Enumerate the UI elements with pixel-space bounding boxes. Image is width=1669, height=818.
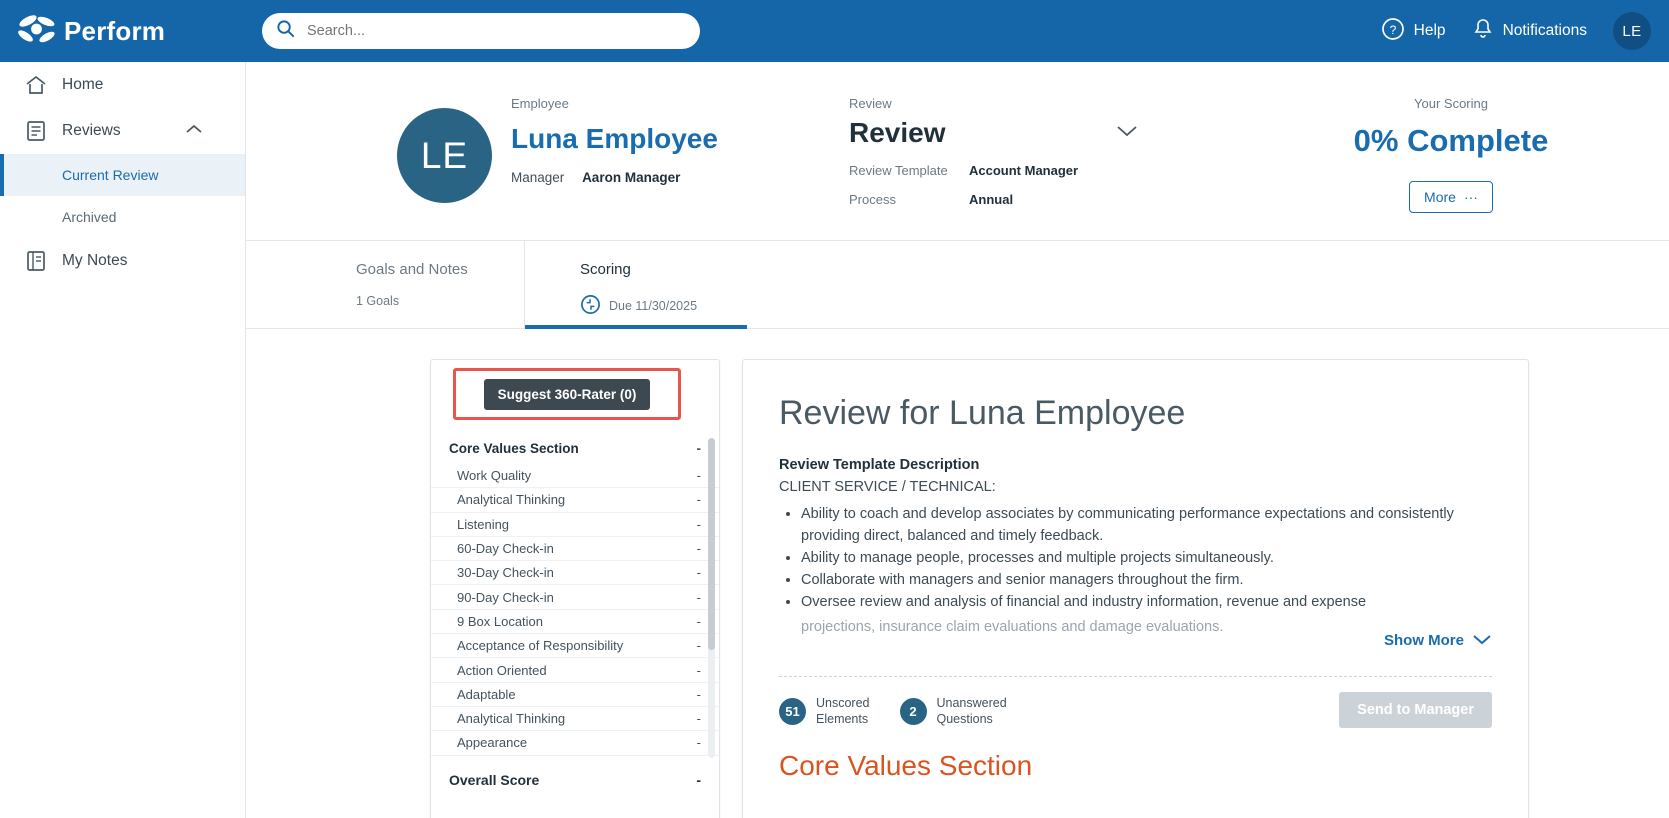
unanswered-label (937, 696, 1007, 727)
bell-icon (1472, 17, 1494, 46)
sidebar-item-label-reviews: Reviews (62, 122, 121, 139)
list-item-score: - (696, 589, 701, 605)
user-avatar[interactable]: LE (1613, 12, 1651, 50)
list-item[interactable] (431, 658, 719, 682)
brand[interactable] (0, 12, 262, 50)
list-item-score: - (696, 662, 701, 678)
more-button[interactable] (1409, 181, 1493, 213)
unanswered-questions-counter (900, 696, 1007, 727)
list-item[interactable] (431, 634, 719, 658)
outline-section-title: Core Values Section (449, 440, 579, 456)
process-value: Annual (969, 192, 1014, 207)
list-item-score: - (696, 686, 701, 702)
chevron-down-icon (1472, 632, 1492, 649)
unscored-label-line1: Unscored (816, 696, 870, 710)
outline-section-header[interactable] (431, 432, 719, 464)
suggest-360-rater-button[interactable]: Suggest 360-Rater (0) (484, 379, 651, 410)
sidebar-sub-label-current: Current Review (62, 167, 159, 183)
description-bullet: • Oversee review and analysis of financial and industry information, revenue and expense (801, 591, 1492, 613)
counters (779, 696, 1007, 727)
list-item-score: - (696, 735, 701, 751)
description-bullet: • Collaborate with managers and senior managers throughout the firm. (801, 569, 1492, 591)
sidebar-item-home[interactable] (0, 62, 245, 108)
description-bullet-cut: projections, insurance claim evaluations and damage evaluations. (801, 619, 1224, 636)
tab-scoring-sub (580, 294, 747, 318)
unanswered-count-badge: 2 (900, 698, 927, 725)
tab-goals-title: Goals and Notes (356, 261, 468, 278)
list-item-label: Listening (457, 516, 510, 532)
unanswered-label-line1: Unanswered (936, 696, 1007, 710)
list-item[interactable] (431, 537, 719, 561)
tab-goals-sub (356, 294, 524, 308)
list-item-label: Appearance (457, 735, 528, 751)
outline-section-score: - (696, 440, 701, 456)
employee-name: Luna Employee (511, 123, 718, 154)
list-item-score: - (696, 613, 701, 629)
list-item-score: - (696, 711, 701, 727)
more-dots-icon: ··· (1463, 189, 1478, 205)
review-info (849, 96, 1139, 207)
sidebar-subitems (0, 154, 245, 238)
help-icon (1381, 17, 1405, 46)
review-detail-card (742, 359, 1529, 818)
review-value: Review (849, 117, 946, 148)
home-icon (24, 73, 54, 97)
suggest-360-rater-highlight (453, 368, 681, 420)
list-item[interactable] (431, 707, 719, 731)
list-item-label: 60-Day Check-in (457, 541, 554, 557)
body-area (246, 329, 1669, 818)
list-item[interactable] (431, 513, 719, 537)
process-row (849, 192, 1139, 207)
notifications-label: Notifications (1502, 22, 1587, 39)
list-item-score: - (696, 468, 701, 484)
list-item[interactable] (431, 585, 719, 609)
list-item-label: 90-Day Check-in (457, 589, 554, 605)
help-label: Help (1413, 22, 1446, 39)
chevron-down-icon (1115, 124, 1139, 143)
list-item-label: Adaptable (457, 686, 516, 702)
list-item[interactable] (431, 561, 719, 585)
overall-score-row (431, 772, 719, 788)
send-to-manager-button[interactable]: Send to Manager (1339, 692, 1492, 728)
svg-text:?: ? (1389, 22, 1397, 37)
tab-scoring-sub-text: Due 11/30/2025 (609, 299, 698, 313)
sidebar-item-current-review[interactable] (0, 154, 245, 196)
description-bullet: • Ability to coach and develop associates by communicating performance expectations and consistently providing direct, balanced and timely feedback. (801, 503, 1492, 547)
scoring-percent: 0% Complete (1353, 123, 1549, 158)
page-title: Review for Luna Employee (779, 394, 1186, 432)
unanswered-label-line2: Questions (936, 711, 993, 726)
perform-logo-icon (16, 12, 56, 50)
refresh-icon (580, 294, 601, 318)
list-item-score: - (696, 492, 701, 508)
core-values-section-heading: Core Values Section (779, 750, 1033, 781)
search-box[interactable] (262, 13, 700, 49)
unscored-label (816, 696, 870, 727)
more-label: More (1424, 189, 1456, 205)
list-item-score: - (696, 541, 701, 557)
description-bullet: • Ability to manage people, processes and multiple projects simultaneously. (801, 547, 1492, 569)
unscored-elements-counter (779, 696, 870, 727)
overall-score-label: Overall Score (449, 771, 540, 788)
list-item[interactable] (431, 610, 719, 634)
list-item-label: Action Oriented (457, 662, 547, 678)
manager-name: Aaron Manager (582, 170, 681, 185)
sidebar-item-label-notes: My Notes (62, 252, 128, 269)
reviews-icon (24, 119, 54, 143)
top-navigation-bar (0, 0, 1669, 62)
show-more-label: Show More (1383, 632, 1464, 649)
description-bullets (779, 503, 1492, 613)
list-item-score: - (696, 516, 701, 532)
employee-header (246, 62, 1669, 241)
process-label: Process (849, 192, 896, 207)
review-template-value: Account Manager (969, 163, 1079, 178)
main-content (246, 62, 1669, 818)
sidebar-sub-label-archived: Archived (62, 209, 117, 225)
chevron-up-icon (185, 122, 203, 140)
review-template-label: Review Template (849, 163, 948, 178)
overall-score-value: - (696, 771, 701, 788)
employee-label: Employee (511, 96, 569, 111)
tab-scoring[interactable] (524, 241, 747, 328)
list-item-label: 9 Box Location (457, 613, 544, 629)
manager-label: Manager (511, 170, 565, 185)
list-item-label: Analytical Thinking (457, 492, 566, 508)
description-heading: Review Template Description (779, 457, 980, 473)
list-item-label: Work Quality (457, 468, 532, 484)
search-input[interactable] (305, 22, 686, 40)
notifications-button[interactable] (1472, 17, 1587, 46)
list-item-label: Acceptance of Responsibility (457, 638, 624, 654)
list-item-score: - (696, 638, 701, 654)
review-label: Review (849, 96, 892, 111)
review-select[interactable] (849, 117, 1139, 149)
list-item-label: Analytical Thinking (457, 711, 566, 727)
review-template-row (849, 163, 1139, 178)
list-item[interactable] (431, 488, 719, 512)
unscored-count-badge: 51 (779, 698, 806, 725)
tab-strip (246, 241, 1669, 329)
tab-goals-and-notes[interactable] (301, 241, 524, 328)
brand-name: Perform (64, 15, 166, 46)
list-item[interactable] (431, 683, 719, 707)
sidebar-item-my-notes[interactable] (0, 238, 245, 284)
list-item[interactable] (431, 464, 719, 488)
show-more-button[interactable] (1384, 632, 1492, 649)
tab-goals-sub-text: 1 Goals (356, 294, 400, 308)
topbar-actions (1381, 12, 1669, 50)
sidebar-item-archived[interactable] (0, 196, 245, 238)
sidebar-item-label-home: Home (62, 76, 104, 93)
list-item-score: - (696, 565, 701, 581)
employee-info (511, 96, 718, 185)
manager-row (511, 170, 718, 185)
sidebar-item-reviews[interactable] (0, 108, 245, 154)
outline-list[interactable] (431, 432, 719, 818)
sidebar (0, 62, 246, 818)
description-line: CLIENT SERVICE / TECHNICAL: (779, 479, 996, 495)
tab-scoring-title: Scoring (580, 261, 631, 278)
scoring-label: Your Scoring (1414, 96, 1488, 111)
unscored-label-line2: Elements (816, 711, 869, 726)
search-icon (276, 19, 295, 43)
notes-icon (24, 249, 54, 273)
scoring-outline-card (430, 359, 720, 818)
scoring-summary (1351, 96, 1551, 213)
help-button[interactable] (1381, 17, 1446, 46)
list-item-label: 30-Day Check-in (457, 565, 554, 581)
list-item[interactable] (431, 731, 719, 755)
outline-scrollbar-thumb[interactable] (708, 438, 715, 650)
employee-avatar: LE (397, 108, 492, 203)
divider (779, 676, 1492, 677)
